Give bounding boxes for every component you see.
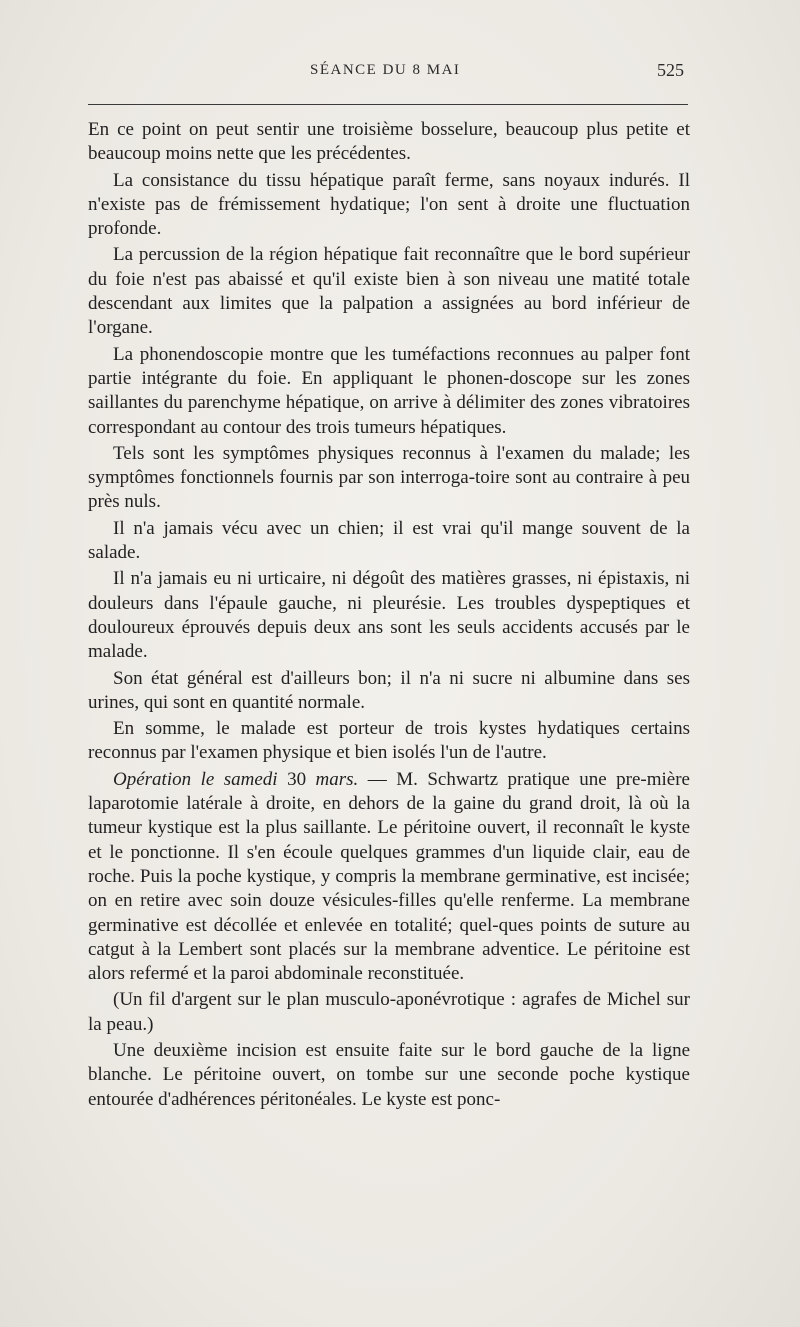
paragraph: La consistance du tissu hépatique paraît ferme, sans noyaux indurés. Il n'existe pas de frémissement hydatique; l'on sent à droite une fluctuation profonde. bbox=[88, 169, 690, 240]
paragraph: Il n'a jamais vécu avec un chien; il est vrai qu'il mange souvent de la salade. bbox=[88, 517, 690, 564]
paragraph: En somme, le malade est porteur de trois kystes hydatiques certains reconnus par l'examen physique et bien isolés l'un de l'autre. bbox=[88, 718, 690, 764]
operation-text: — M. Schwartz pratique une pre-mière laparotomie latérale à droite, en dehors de la gaine du grand droit, là où la tumeur kystique est la plus saillante. Le péritoine ouvert, il reconnaît le kyste et le ponctionne. Il s'en écoule quelques grammes d'un liquide clair, eau de roche. Puis la poche kystique, y compris la membrane germinative, est incisée; on en retire avec soin douze vésicules-filles qu'elle renferme. La membrane germinative est décollée et enlevée en totalité; quel-ques points de suture au catgut à la Lembert sont placés sur la membrane adventice. Le péritoine est alors refermé et la paroi abdominale reconstituée. bbox=[88, 768, 690, 985]
paragraph-operation bbox=[88, 768, 690, 987]
paragraph: Son état général est d'ailleurs bon; il n'a ni sucre ni albumine dans ses urines, qui sont en quantité normale. bbox=[88, 667, 690, 713]
paragraph: La percussion de la région hépatique fait reconnaître que le bord supérieur du foie n'est pas abaissé et qu'il existe bien à son niveau une matité totale descendant aux limites que la palpation a assignées au bord inférieur de l'organe. bbox=[88, 244, 690, 339]
operation-date-day: 30 bbox=[277, 768, 316, 790]
paragraph: En ce point on peut sentir une troisième bosselure, beaucoup plus petite et beaucoup moins nette que les précédentes. bbox=[88, 119, 690, 165]
operation-heading: Opération le samedi bbox=[113, 768, 278, 790]
operation-date-month: mars. bbox=[315, 768, 359, 790]
header-rule bbox=[88, 104, 688, 105]
page-number: 525 bbox=[657, 60, 684, 80]
paragraph: Tels sont les symptômes physiques reconnus à l'examen du malade; les symptômes fonctionnels fournis par son interroga-toire sont au contraire à peu près nuls. bbox=[88, 442, 690, 513]
paragraph: (Un fil d'argent sur le plan musculo-aponévrotique : agrafes de Michel sur la peau.) bbox=[88, 989, 690, 1035]
paragraph: Il n'a jamais eu ni urticaire, ni dégoût des matières grasses, ni épistaxis, ni douleurs dans l'épaule gauche, ni pleurésie. Les troubles dyspeptiques et douloureux éprouvés depuis deux ans sont les seuls accidents accusés par le malade. bbox=[88, 568, 690, 663]
running-title: SÉANCE DU 8 MAI bbox=[310, 62, 461, 78]
body-text bbox=[88, 118, 690, 1112]
paragraph: La phonendoscopie montre que les tuméfactions reconnues au palper font partie intégrante du foie. En appliquant le phonen-doscope sur les zones saillantes du parenchyme hépatique, on arrive à délimiter des zones vibratoires correspondant au contour des trois tumeurs hépatiques. bbox=[88, 343, 690, 438]
paragraph: Une deuxième incision est ensuite faite sur le bord gauche de la ligne blanche. Le péritoine ouvert, on tombe sur une seconde poche kystique entourée d'adhérences péritonéales. Le kyste est ponc- bbox=[88, 1039, 690, 1110]
page-header bbox=[88, 62, 688, 92]
